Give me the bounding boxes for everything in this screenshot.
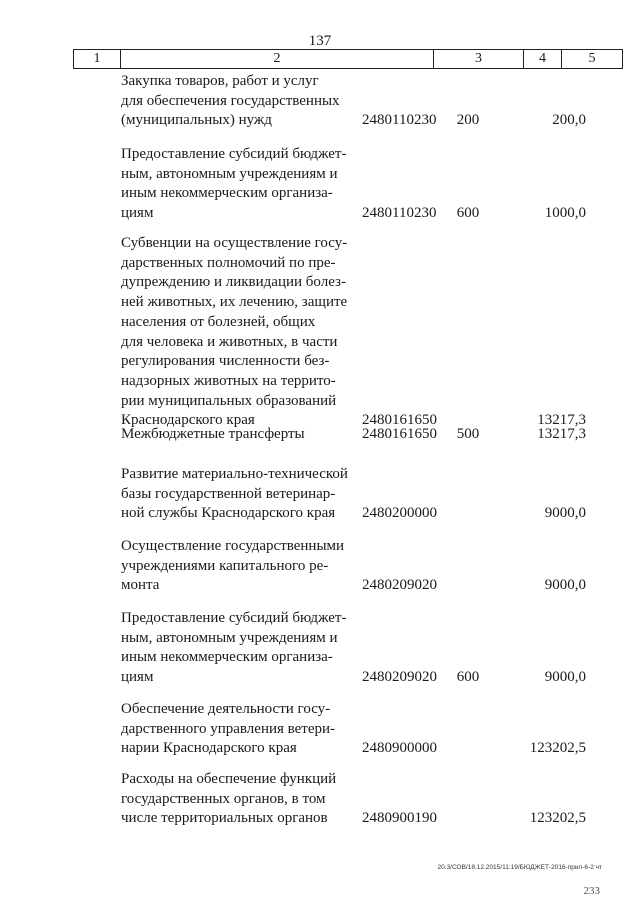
amount: 9000,0 (544, 669, 586, 686)
description-line: регулирования численности без- (121, 353, 330, 370)
expense-type: 200 (456, 112, 480, 129)
row-description (121, 72, 354, 131)
description-line: нарии Краснодарского края (121, 740, 297, 757)
description-line: Обеспечение деятельности госу- (121, 701, 331, 717)
description-line: Субвенции на осуществление госу- (121, 235, 348, 251)
description-line: (муниципальных) нужд (121, 112, 272, 129)
description-line: циям (121, 669, 154, 686)
amount: 123202,5 (529, 810, 586, 827)
row-description (121, 609, 354, 688)
description-line: Предоставление субсидий бюджет- (121, 146, 347, 162)
description-line: ной службы Краснодарского края (121, 505, 336, 522)
amount: 200,0 (552, 112, 586, 129)
description-line: дарственных полномочий по пре- (121, 254, 336, 271)
description-line: иным некоммерческим организа- (121, 185, 333, 202)
description-line: базы государственной ветеринар- (121, 485, 336, 502)
row-description (121, 465, 354, 524)
amount: 9000,0 (544, 577, 586, 594)
description-line: Развитие материально-технической (121, 466, 348, 482)
page-stamp: 233 (583, 885, 600, 897)
description-line: Предоставление субсидий бюджет- (121, 610, 347, 626)
amount: 1000,0 (544, 205, 586, 222)
target-code: 2480161650 (362, 412, 437, 429)
row-description (121, 234, 354, 431)
description-line: государственных органов, в том (121, 790, 326, 807)
target-code: 2480161650 (362, 426, 437, 442)
description-line: дарственного управления ветери- (121, 720, 336, 737)
description-line: учреждениями капитального ре- (121, 557, 329, 574)
description-line: Межбюджетные трансферты (121, 426, 305, 442)
row-description (121, 145, 354, 224)
document-footer-code: 20.3/СОВ/18.12.2015/11:19/БЮДЖЕТ-2016-прил-6-2 чт (437, 864, 602, 871)
target-code: 2480110230 (362, 112, 437, 129)
description-line: ным, автономным учреждениям и (121, 629, 338, 646)
table-header (73, 49, 623, 69)
description-line: для человека и животных, в части (121, 333, 338, 350)
description-line: для обеспечения государственных (121, 92, 340, 109)
target-code: 2480209020 (362, 577, 437, 594)
row-description (121, 700, 354, 759)
amount: 13217,3 (537, 412, 586, 429)
amount: 123202,5 (529, 740, 586, 757)
description-line: Осуществление государственными (121, 538, 345, 554)
column-1-header: 1 (74, 50, 121, 68)
description-line: числе территориальных органов (121, 810, 328, 827)
description-line: иным некоммерческим организа- (121, 649, 333, 666)
amount: 13217,3 (537, 426, 586, 442)
description-line: монта (121, 577, 160, 594)
description-line: Расходы на обеспечение функций (121, 771, 337, 787)
description-line: ней животных, их лечению, защите (121, 294, 348, 311)
row-description (121, 425, 354, 445)
description-line: ным, автономным учреждениям и (121, 165, 338, 182)
target-code: 2480110230 (362, 205, 437, 222)
row-description (121, 770, 354, 829)
target-code: 2480900000 (362, 740, 437, 757)
row-description (121, 537, 354, 596)
description-line: дупреждению и ликвидации болез- (121, 274, 346, 291)
column-4-header: 4 (524, 50, 562, 68)
description-line: Краснодарского края (121, 412, 255, 429)
target-code: 2480900190 (362, 810, 437, 827)
description-line: циям (121, 205, 154, 222)
expense-type: 600 (456, 205, 480, 222)
description-line: Закупка товаров, работ и услуг (121, 73, 319, 89)
description-line: рии муниципальных образований (121, 392, 337, 409)
expense-type: 600 (456, 669, 480, 686)
column-3-header: 3 (434, 50, 524, 68)
column-2-header: 2 (121, 50, 434, 68)
description-line: надзорных животных на террито- (121, 372, 336, 389)
amount: 9000,0 (544, 505, 586, 522)
target-code: 2480209020 (362, 669, 437, 686)
target-code: 2480200000 (362, 505, 437, 522)
column-5-header: 5 (588, 51, 596, 66)
expense-type: 500 (456, 426, 480, 442)
description-line: населения от болезней, общих (121, 313, 316, 330)
page-number: 137 (308, 33, 332, 49)
